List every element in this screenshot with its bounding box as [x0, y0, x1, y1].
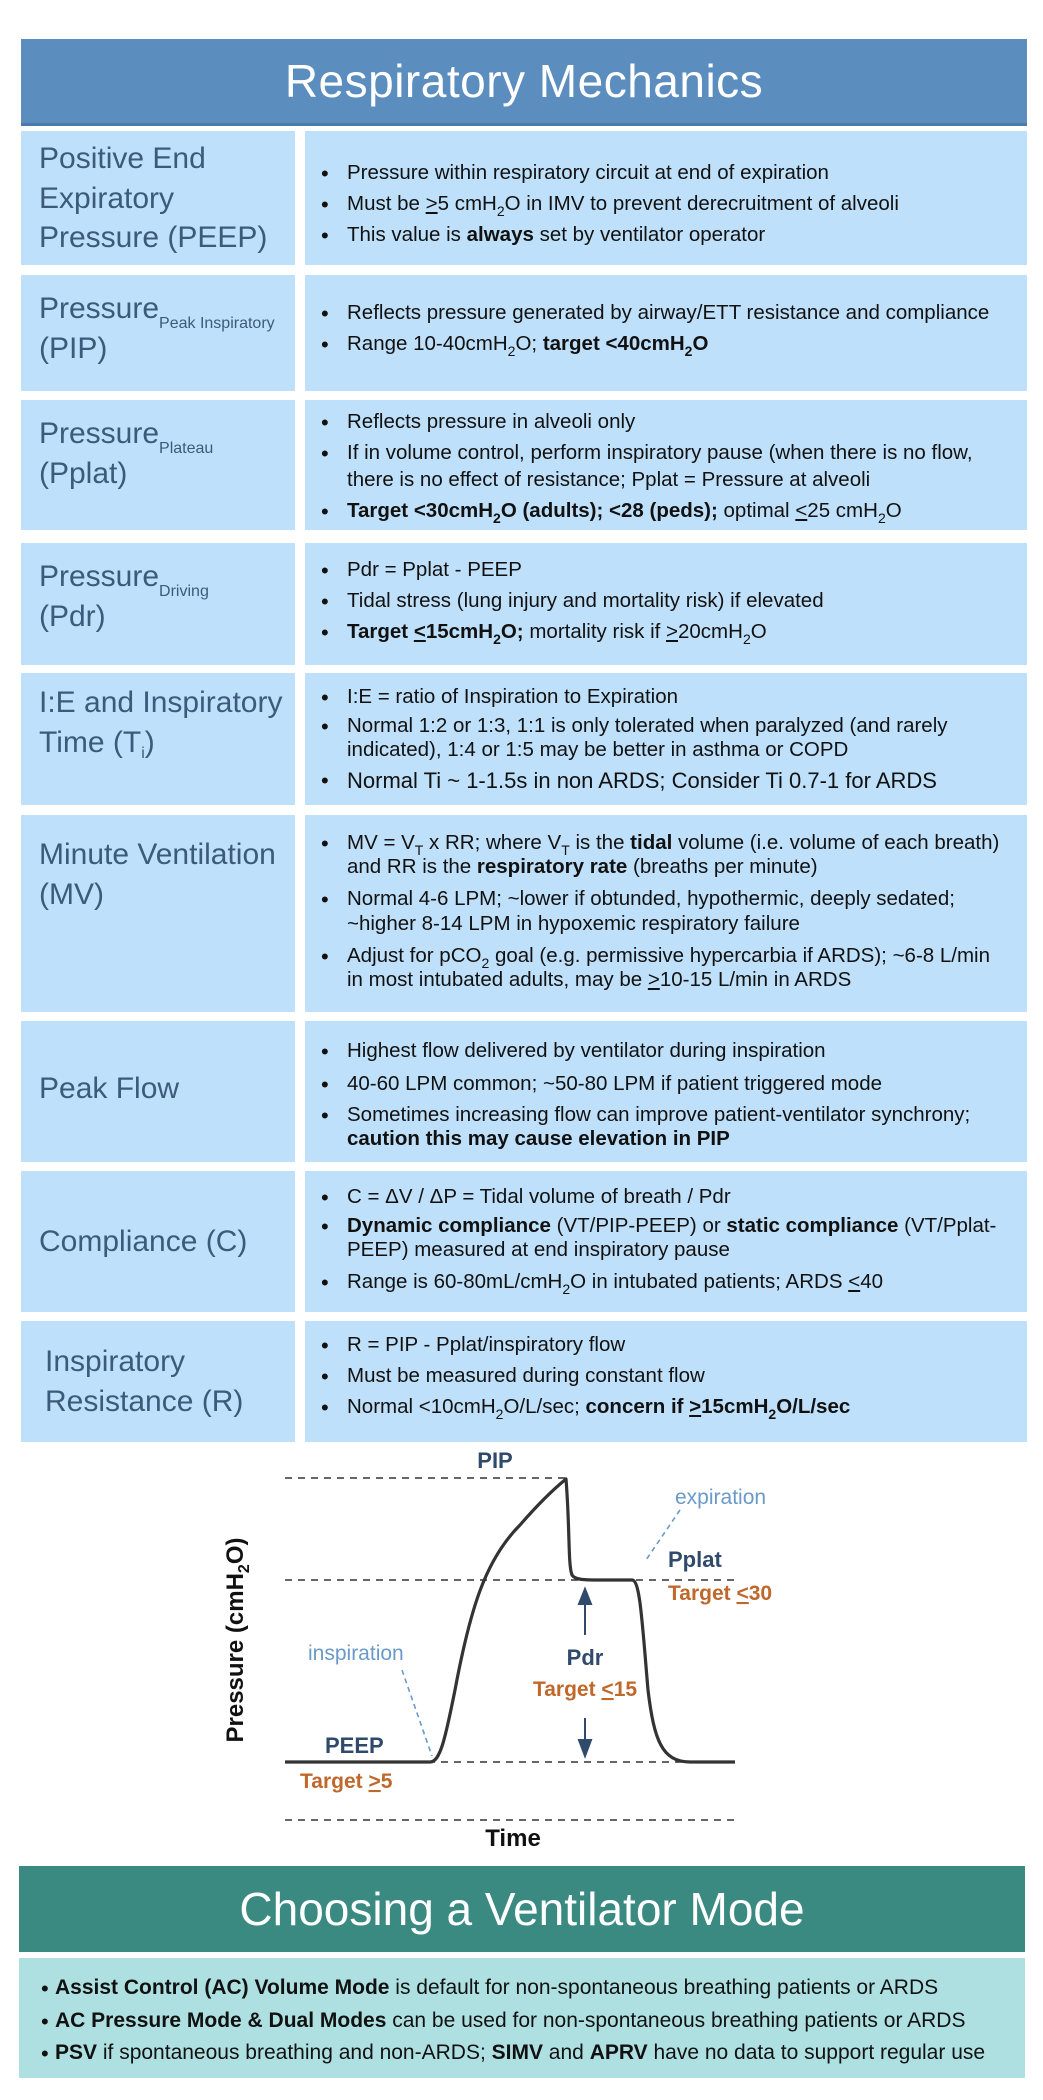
list-item: • Pressure within respiratory circuit at end of expiration	[347, 159, 1009, 186]
list-item: • Must be >5 cmH$_2$O in IMV to prevent derecruitment of alveoli	[347, 190, 1009, 217]
list-item: • Range 10-40cmH$_2$O; target <40cmH$_2$O	[347, 330, 1009, 357]
row-content	[305, 1321, 1027, 1442]
list-item: • Normal Ti ~ 1-1.5s in non ARDS; Consider Ti 0.7-1 for ARDS	[347, 766, 1009, 795]
inspiration-label: inspiration	[308, 1642, 404, 1665]
row-label: Peak Flow	[21, 1021, 295, 1162]
row-content	[305, 673, 1027, 805]
section-title-ventilator-mode: Choosing a Ventilator Mode	[19, 1866, 1025, 1952]
ventilator-mode-list	[19, 1958, 1025, 2078]
row-content	[305, 275, 1027, 391]
list-item: • R = PIP - Pplat/inspiratory flow	[347, 1331, 1009, 1358]
row-content	[305, 815, 1027, 1012]
pdr-label: Pdr	[566, 1645, 604, 1670]
row-label: I:E and Inspiratory Time $(T_i)$	[21, 673, 295, 805]
pdr-arrow	[579, 1589, 591, 1756]
pplat-label: Pplat	[668, 1547, 722, 1572]
row-content	[305, 1021, 1027, 1162]
list-item: • Normal <10cmH$_2$O/L/sec; concern if >15cmH$_2$O/L/sec	[347, 1393, 1009, 1420]
list-item: • Pdr = Pplat - PEEP	[347, 556, 1009, 583]
y-axis-label: Pressure (cmH$_2$O)	[222, 1537, 253, 1743]
list-item: • AC Pressure Mode & Dual Modes can be used for non-spontaneous breathing patients or ARDS	[55, 2005, 1009, 2038]
list-item: • Tidal stress (lung injury and mortality risk) if elevated	[347, 587, 1009, 614]
row-content	[305, 400, 1027, 530]
row-label: Pressure$_{Peak Inspiratory}$ (PIP)	[21, 275, 295, 391]
row-pip	[21, 275, 1027, 391]
row-label: Inspiratory Resistance (R)	[21, 1321, 295, 1442]
list-item: • Sometimes increasing flow can improve patient-ventilator synchrony; caution this may cause elevation in PIP	[347, 1103, 1009, 1151]
pressure-waveform-diagram	[0, 1440, 1043, 1860]
row-label: Minute Ventilation (MV)	[21, 815, 295, 1012]
row-compliance	[21, 1171, 1027, 1312]
row-label: Pressure$_{Driving}$ (Pdr)	[21, 543, 295, 665]
row-label: Pressure$_{Plateau}$ (Pplat)	[21, 400, 295, 530]
list-item: • MV = $V_T$ x RR; where $V_T$ is the tidal volume (i.e. volume of each breath) and RR is the respiratory rate (breaths per minute)	[347, 831, 1009, 879]
list-item: • PSV if spontaneous breathing and non-ARDS; SIMV and APRV have no data to support regular use	[55, 2037, 1009, 2070]
list-item: • Highest flow delivered by ventilator during inspiration	[347, 1037, 1009, 1064]
row-pplat	[21, 400, 1027, 530]
list-item: • Normal 1:2 or 1:3, 1:1 is only tolerated when paralyzed (and rarely indicated), 1:4 or 1:5 may be better in asthma or COPD	[347, 714, 1009, 762]
row-pdr	[21, 543, 1027, 665]
list-item: • This value is always set by ventilator operator	[347, 221, 1009, 248]
list-item: • Target <15cmH$_2$O; mortality risk if >20cmH$_2$O	[347, 618, 1009, 645]
annotation-leaders	[402, 1510, 680, 1756]
row-mv	[21, 815, 1027, 1012]
row-content	[305, 1171, 1027, 1312]
row-label: Positive End Expiratory Pressure (PEEP)	[21, 131, 295, 265]
row-peep	[21, 131, 1027, 265]
peep-target-label: Target >5	[300, 1770, 393, 1793]
list-item: • Dynamic compliance (VT/PIP-PEEP) or static compliance (VT/Pplat-PEEP) measured at end inspiratory pause	[347, 1214, 1009, 1262]
list-item: • C = ΔV / ΔP = Tidal volume of breath / Pdr	[347, 1183, 1009, 1210]
pressure-curve	[285, 1479, 735, 1762]
row-peak-flow	[21, 1021, 1027, 1162]
row-content	[305, 131, 1027, 265]
list-item: • If in volume control, perform inspiratory pause (when there is no flow, there is no effect of resistance; Pplat = Pressure at alveoli	[347, 439, 1009, 493]
pip-label: PIP	[477, 1448, 513, 1473]
row-resistance	[21, 1321, 1027, 1442]
list-item: • Adjust for pCO$_2$ goal (e.g. permissive hypercarbia if ARDS); ~6-8 L/min in most intubated adults, may be >10-15 L/min in ARDS	[347, 944, 1009, 992]
page-title: Respiratory Mechanics	[21, 39, 1027, 126]
list-item: • Normal 4-6 LPM; ~lower if obtunded, hypothermic, deeply sedated; ~higher 8-14 LPM in hypoxemic respiratory failure	[347, 887, 1009, 935]
peep-label: PEEP	[325, 1733, 384, 1758]
list-item: • 40-60 LPM common; ~50-80 LPM if patient triggered mode	[347, 1070, 1009, 1097]
list-item: • I:E = ratio of Inspiration to Expiration	[347, 683, 1009, 710]
list-item: • Reflects pressure generated by airway/ETT resistance and compliance	[347, 299, 1009, 326]
expiration-label: expiration	[675, 1486, 767, 1509]
x-axis-label: Time	[485, 1825, 541, 1852]
row-label: Compliance (C)	[21, 1171, 295, 1312]
row-content	[305, 543, 1027, 665]
list-item: • Must be measured during constant flow	[347, 1362, 1009, 1389]
list-item: • Assist Control (AC) Volume Mode is default for non-spontaneous breathing patients or ARDS	[55, 1972, 1009, 2005]
list-item: • Reflects pressure in alveoli only	[347, 408, 1009, 435]
pplat-target-label: Target <30	[668, 1582, 773, 1605]
pdr-target-label: Target <15	[532, 1678, 638, 1701]
row-ie	[21, 673, 1027, 805]
list-item: • Target <30cmH$_2$O (adults); <28 (peds); optimal <25 cmH$_2$O	[347, 497, 1009, 524]
list-item: • Range is 60-80mL/cmH$_2$O in intubated patients; ARDS <40	[347, 1268, 1009, 1295]
